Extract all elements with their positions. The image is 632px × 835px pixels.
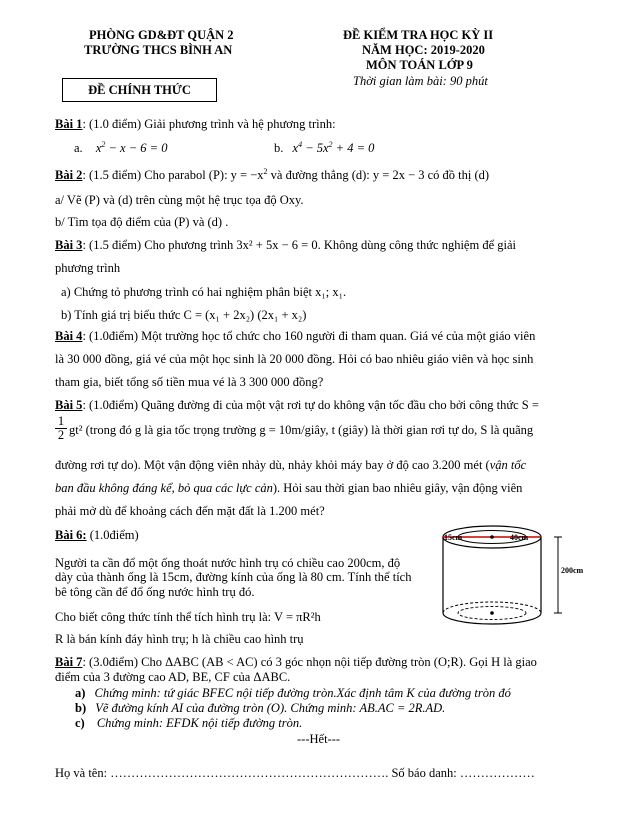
problem-5-line4 bbox=[55, 481, 522, 496]
school-year: NĂM HỌC: 2019-2020 bbox=[362, 43, 485, 57]
problem-2-label: Bài 2 bbox=[55, 168, 83, 183]
problem-6-line5: R là bán kính đáy hình trụ; h là chiều cao hình trụ bbox=[55, 632, 304, 646]
problem-1-label: Bài 1 bbox=[55, 117, 83, 131]
problem-5-line5: phải mở dù để khoảng cách đến mặt đất là 1.200 mét? bbox=[55, 504, 325, 518]
problem-7c bbox=[75, 716, 302, 731]
problem-7-label: Bài 7 bbox=[55, 655, 83, 669]
problem-3-text: : (1.5 điểm) Cho phương trình 3x² + 5x − 6 = 0. Không dùng công thức nghiệm để giải bbox=[82, 238, 516, 252]
problem-7b-label: b) bbox=[75, 701, 87, 715]
problem-6-points: (1.0điểm) bbox=[86, 528, 139, 542]
problem-5-text: : (1.0điểm) Quãng đường đi của một vật rơi tự do không vận tốc đầu cho bởi công thức S = bbox=[82, 398, 539, 412]
problem-7-text: : (3.0điểm) Cho ΔABC (AB < AC) có 3 góc nhọn nội tiếp đường tròn (O;R). Gọi H là giao bbox=[82, 655, 537, 669]
problem-7c-label: c) bbox=[75, 716, 85, 730]
problem-7-line2: điểm của 3 đường cao AD, BE, CF của ΔABC. bbox=[55, 670, 291, 684]
problem-6-label: Bài 6: bbox=[55, 528, 87, 542]
problem-5-line4-text: ). Hỏi sau thời gian bao nhiêu giây, vận động viên bbox=[272, 481, 523, 495]
subject: MÔN TOÁN LỚP 9 bbox=[366, 58, 473, 72]
problem-1a-equation: $x^2 - x - 6 = 0$ bbox=[95, 140, 168, 156]
fraction-denominator: 2 bbox=[55, 428, 67, 442]
problem-3a: a) Chứng tỏ phương trình có hai nghiệm phân biệt x₁; x₁. bbox=[61, 285, 347, 299]
problem-7b bbox=[75, 701, 445, 716]
problem-7-line1 bbox=[55, 655, 537, 670]
problem-3b: b) Tính giá trị biểu thức C = (x₁ + 2x₂) (2x₁ + x₂) bbox=[61, 308, 307, 322]
problem-5-label: Bài 5 bbox=[55, 398, 83, 412]
problem-7b-text: Vẽ đường kính AI của đường tròn (O). Chứng minh: AB.AC = 2R.AD. bbox=[95, 701, 446, 715]
official-label: ĐỀ CHÍNH THỨC bbox=[88, 83, 191, 97]
problem-4-text: : (1.0điểm) Một trường học tổ chức cho 160 người đi tham quan. Giá vé của một giáo viên bbox=[82, 329, 536, 343]
problem-2b: b/ Tìm tọa độ điểm của (P) và (d) . bbox=[55, 215, 229, 229]
problem-5-line2: gt² (trong đó g là gia tốc trọng trường g = 10m/giây, t (giây) là thời gian rơi tự do, S là quãng bbox=[69, 423, 534, 437]
problem-1b bbox=[274, 140, 374, 156]
problem-3-intro-cont: phương trình bbox=[55, 261, 121, 275]
exam-title: ĐỀ KIỂM TRA HỌC KỲ II bbox=[343, 28, 494, 42]
problem-4-line2: là 30 000 đồng, giá vé của một học sinh là 20 000 đồng. Hỏi có bao nhiêu giáo viên và học sinh bbox=[55, 352, 534, 366]
problem-5-line4-italic: ban đầu không đáng kể, bỏ qua các lực cản bbox=[55, 481, 273, 495]
problem-5-line3 bbox=[55, 458, 526, 473]
problem-5-line3-text: đường rơi tự do). Một vận động viên nhảy dù, nhảy khỏi máy bay ở độ cao 3.200 mét ( bbox=[55, 458, 490, 472]
problem-5-line3-italic: vận tốc bbox=[489, 458, 527, 472]
problem-2-text2: và đường thẳng (d): y = 2x − 3 có đồ thị (d) bbox=[267, 168, 490, 183]
problem-6-line1: Người ta cần đổ một ống thoát nước hình trụ có chiều cao 200cm, độ bbox=[55, 556, 401, 570]
student-info-line: Họ và tên: …………………………………………………………. Số báo danh: ……………… bbox=[55, 766, 535, 780]
problem-1-text: : (1.0 điểm) Giải phương trình và hệ phương trình: bbox=[82, 117, 336, 131]
problem-7a-label: a) bbox=[75, 686, 86, 700]
top-center-point bbox=[490, 535, 494, 539]
problem-2-intro: Bài 2: (1.5 điểm) Cho parabol (P): $y = -x^2$ và đường thẳng (d): y = 2x − 3 có đồ thị (d) bbox=[55, 167, 490, 183]
problem-3-label: Bài 3 bbox=[55, 238, 83, 252]
dept-name: PHÒNG GD&ĐT QUẬN 2 bbox=[89, 28, 234, 42]
school-name: TRƯỜNG THCS BÌNH AN bbox=[84, 43, 233, 57]
problem-7c-text: Chứng minh: EFDK nội tiếp đường tròn. bbox=[96, 716, 303, 730]
label-15cm: 15cm bbox=[444, 533, 463, 542]
problem-1-intro bbox=[55, 117, 336, 132]
problem-1b-equation: $x^4 - 5x^2 + 4 = 0$ bbox=[292, 140, 375, 156]
problem-7a bbox=[75, 686, 511, 701]
cylinder-figure bbox=[440, 525, 630, 655]
bottom-center-point bbox=[490, 611, 494, 615]
problem-4-label: Bài 4 bbox=[55, 329, 83, 343]
problem-6-line4: Cho biết công thức tính thể tích hình trụ là: V = πR²h bbox=[55, 610, 321, 624]
problem-2-text: : (1.5 điểm) Cho parabol (P): y = −x bbox=[82, 168, 264, 183]
label-200cm: 200cm bbox=[561, 566, 584, 575]
problem-6-heading bbox=[55, 528, 139, 543]
problem-4-line3: tham gia, biết tổng số tiền mua vé là 3 300 000 đồng? bbox=[55, 375, 324, 389]
time-limit: Thời gian làm bài: 90 phút bbox=[353, 74, 488, 88]
problem-5-line1 bbox=[55, 398, 539, 413]
problem-6-line2: dày của thành ống là 15cm, đường kính của ống là 80 cm. Tính thể tích bbox=[55, 570, 412, 584]
fraction-one-half bbox=[55, 415, 67, 442]
problem-1a-label: a. bbox=[74, 141, 83, 156]
official-box bbox=[62, 78, 217, 102]
problem-3-intro bbox=[55, 238, 516, 253]
end-mark: ---Hết--- bbox=[297, 732, 341, 746]
problem-6-line3: bê tông cần để đổ ống nước hình trụ đó. bbox=[55, 585, 255, 599]
problem-2a: a/ Vẽ (P) và (d) trên cùng một hệ trục tọa độ Oxy. bbox=[55, 193, 304, 207]
problem-1a bbox=[74, 140, 167, 156]
problem-7a-text: Chứng minh: tứ giác BFEC nội tiếp đường tròn.Xác định tâm K của đường tròn đó bbox=[94, 686, 511, 700]
problem-4-line1 bbox=[55, 329, 535, 344]
problem-1b-label: b. bbox=[274, 141, 284, 156]
fraction-numerator: 1 bbox=[57, 414, 65, 428]
label-40cm: 40cm bbox=[510, 533, 529, 542]
